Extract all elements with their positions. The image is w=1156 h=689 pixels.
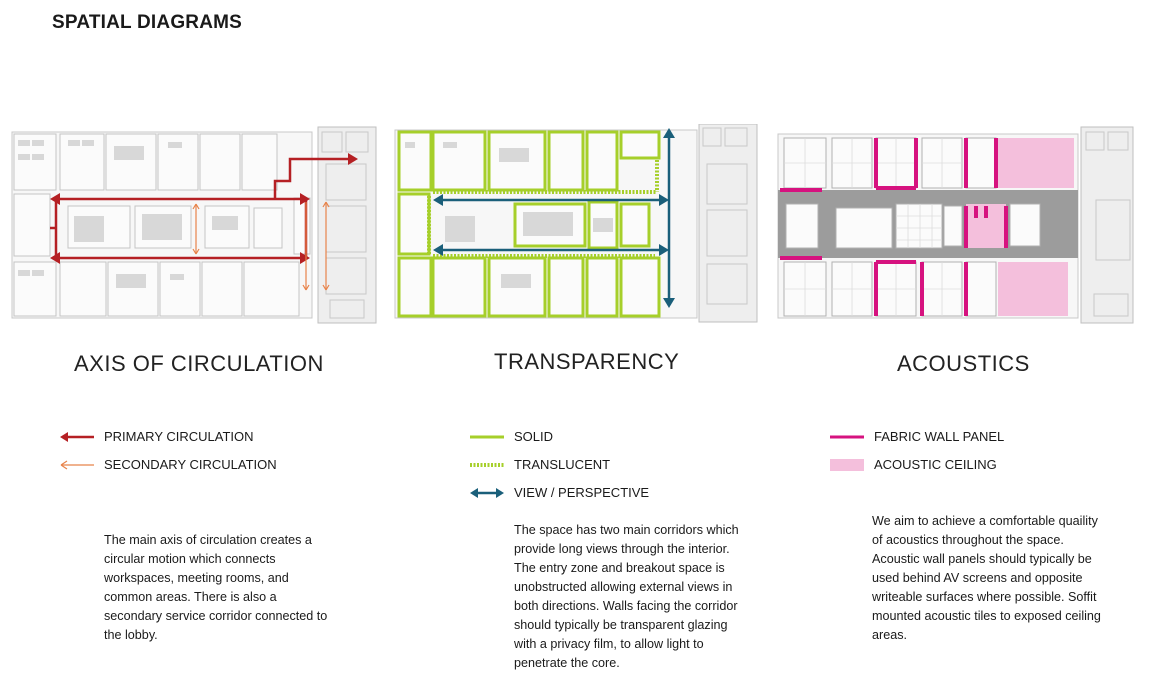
solid-line-icon bbox=[468, 431, 504, 443]
section-title-acoustics: ACOUSTICS bbox=[897, 351, 1030, 376]
dotted-line-icon bbox=[468, 459, 504, 471]
legend-view-perspective bbox=[468, 485, 649, 500]
arrow-left-icon bbox=[58, 431, 94, 443]
pink-swatch-icon bbox=[828, 459, 864, 471]
legend-label: PRIMARY CIRCULATION bbox=[104, 429, 254, 444]
legend-label: SOLID bbox=[514, 429, 554, 444]
legend-secondary-circulation bbox=[58, 457, 277, 472]
floor-plan-circulation bbox=[10, 124, 378, 326]
legend-primary-circulation bbox=[58, 429, 254, 444]
legend-label: VIEW / PERSPECTIVE bbox=[514, 485, 650, 500]
section-title-circulation: AXIS OF CIRCULATION bbox=[74, 351, 324, 376]
legend-label: SECONDARY CIRCULATION bbox=[104, 457, 277, 472]
legend-label: FABRIC WALL PANEL bbox=[874, 429, 1005, 444]
legend-translucent bbox=[468, 457, 610, 472]
magenta-line-icon bbox=[828, 431, 864, 443]
description-transparency: The space has two main corridors which provide long views through the interior. The entry zone and breakout space is unobstructed allowing external views in both directions. Walls facing the corridor should typically be transparent glazing with a privacy film, to allow light to penetrate the core. bbox=[514, 523, 739, 670]
floor-plan-acoustics bbox=[776, 124, 1136, 326]
arrow-left-thin-icon bbox=[58, 459, 94, 471]
description-circulation: The main axis of circulation creates a circular motion which connects workspaces, meeting rooms, and common areas. There is also a secondary service corridor connected to the lobby. bbox=[104, 533, 328, 642]
legend-solid bbox=[468, 429, 553, 444]
legend-fabric-wall-panel bbox=[828, 429, 1004, 444]
section-title-transparency: TRANSPARENCY bbox=[494, 349, 680, 374]
legend-label: ACOUSTIC CEILING bbox=[874, 457, 997, 472]
description-acoustics: We aim to achieve a comfortable quaility of acoustics throughout the space. Acoustic wall panels should typically be used behind AV screens and opposite writeable surfaces where possible. Soffit mounted acoustic tiles to exposed ceiling areas. bbox=[872, 514, 1101, 642]
floor-plan-transparency bbox=[393, 124, 759, 326]
legend-label: TRANSLUCENT bbox=[514, 457, 611, 472]
page-title: SPATIAL DIAGRAMS bbox=[52, 12, 243, 33]
double-arrow-icon bbox=[468, 487, 504, 499]
legend-acoustic-ceiling bbox=[828, 457, 997, 472]
